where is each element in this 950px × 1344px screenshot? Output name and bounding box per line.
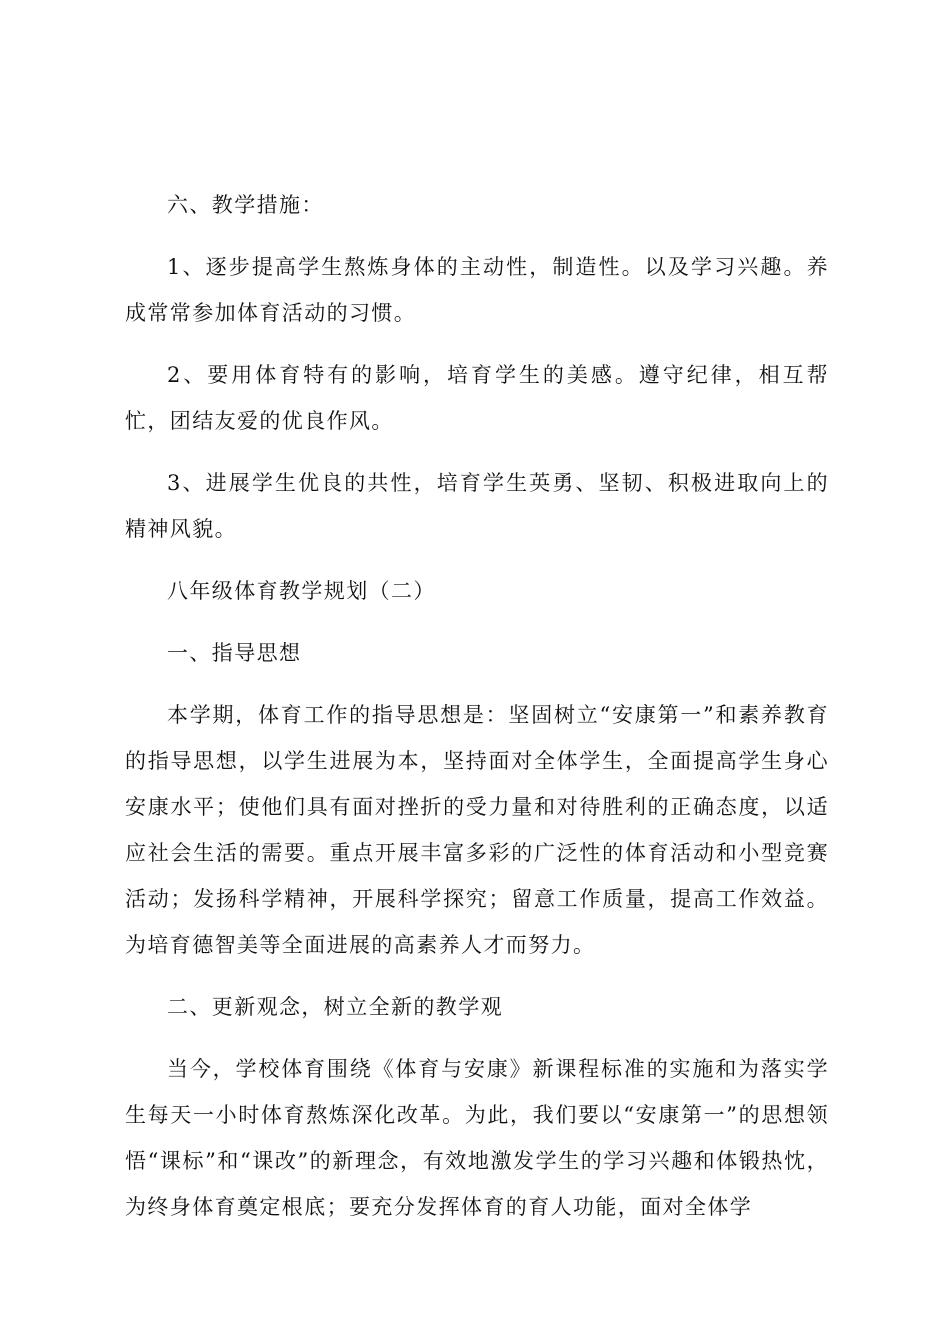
measure-item-3: 3、进展学生优良的共性，培育学生英勇、坚韧、积极进取向上的精神风貌。 xyxy=(125,471,829,541)
plan-title-part-two: 八年级体育教学规划（二） xyxy=(167,579,436,603)
measure-item-1: 1、逐步提高学生熬炼身体的主动性，制造性。以及学习兴趣。养成常常参加体育活动的习惯。 xyxy=(125,255,829,325)
guiding-ideology-paragraph: 本学期，体育工作的指导思想是：坚固树立“安康第一”和素养教育的指导思想，以学生进展为本，坚持面对全体学生，全面提高学生身心安康水平；使他们具有面对挫折的受力量和对待胜利的正确态度，以适应社会生活的需要。重点开展丰富多彩的广泛性的体育活动和小型竞赛活动；发扬科学精神，开展科学探究；留意工作质量，提高工作效益。为培育德智美等全面进展的高素养人才而努力。 xyxy=(125,703,829,957)
section-heading-new-concepts: 二、更新观念，树立全新的教学观 xyxy=(167,995,503,1019)
section-heading-teaching-measures: 六、教学措施： xyxy=(167,193,324,217)
section-heading-guiding-ideology: 一、指导思想 xyxy=(167,641,302,665)
measure-item-2: 2、要用体育特有的影响，培育学生的美感。遵守纪律，相互帮忙，团结友爱的优良作风。 xyxy=(125,363,829,433)
new-concepts-paragraph: 当今，学校体育围绕《体育与安康》新课程标准的实施和为落实学生每天一小时体育熬炼深化改革。为此，我们要以“安康第一”的思想领悟“课标”和“课改”的新理念，有效地激发学生的学习兴趣和体锻热忱，为终身体育奠定根底；要充分发挥体育的育人功能，面对全体学 xyxy=(125,1057,829,1219)
document-body xyxy=(125,182,829,1246)
